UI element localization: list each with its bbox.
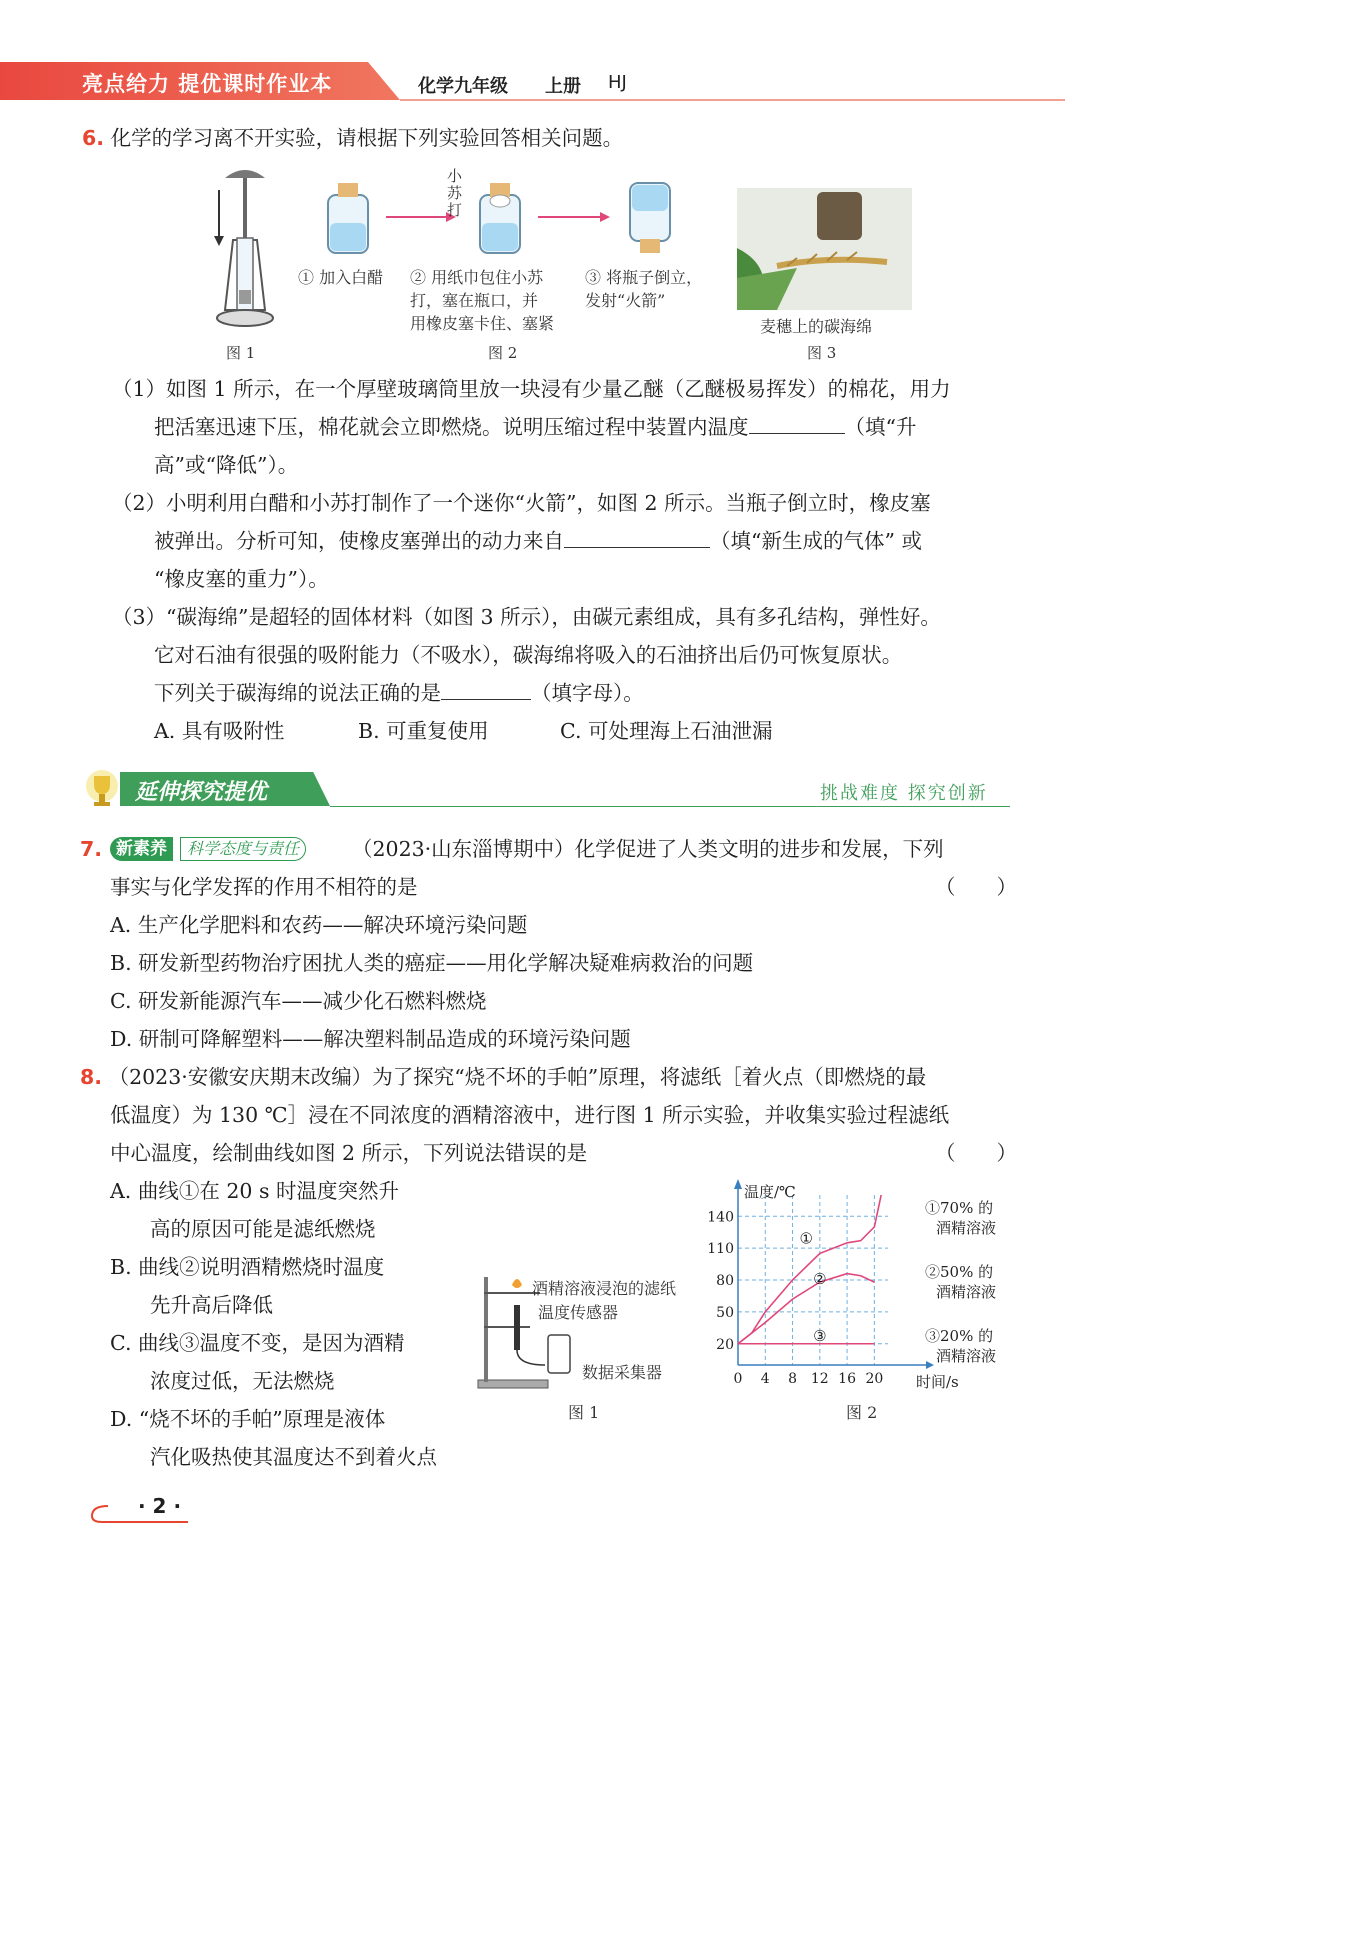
q8-option-c-line2: 浓度过低，无法燃烧 <box>150 1369 335 1393</box>
q6-part2-text: 被弹出。分析可知，使橡皮塞弹出的动力来自 <box>154 529 564 553</box>
q6-part2-line1: （2）小明利用白醋和小苏打制作了一个迷你“火箭”，如图 2 所示。当瓶子倒立时，橡皮塞 <box>112 491 931 515</box>
section-subtitle: 挑战难度 探究创新 <box>820 783 988 804</box>
q8-option-b-line1: B. 曲线②说明酒精燃烧时温度 <box>110 1255 385 1279</box>
q6-fig2-caption: 图 2 <box>488 344 518 362</box>
q7-number <box>80 835 102 863</box>
q6-part2-hint: （填“新生成的气体” 或 <box>710 529 922 553</box>
q6-part2-line2 <box>154 527 922 555</box>
q6-fig2-step2-line2: 打，塞在瓶口，并 <box>410 291 539 310</box>
q6-part3-text: 下列关于碳海绵的说法正确的是 <box>154 681 441 705</box>
q6-fig2-baking-soda-label: 小苏打 <box>447 167 463 219</box>
legend-entry-1-line1: ①70% 的 <box>925 1199 994 1217</box>
series-label-1: ① <box>799 1229 813 1248</box>
q6-fig3-label: 麦穗上的碳海绵 <box>760 317 873 336</box>
q6-part3-blank[interactable] <box>441 679 531 700</box>
q8-fig2-temperature-chart <box>700 1175 1010 1390</box>
y-axis-label: 温度/℃ <box>744 1183 796 1201</box>
q6-part1-line2 <box>154 413 916 441</box>
q8-stem-line1-text: （2023·安徽安庆期末改编）为了探究“烧不坏的手帕”原理，将滤纸［着火点（即燃烧的最 <box>108 1065 927 1089</box>
q8-option-a-line1: A. 曲线①在 20 s 时温度突然升 <box>110 1179 399 1203</box>
q6-fig3-caption: 图 3 <box>807 344 837 362</box>
q6-stem <box>82 124 623 152</box>
q6-option-c: C. 可处理海上石油泄漏 <box>560 719 773 743</box>
section-title: 延伸探究提优 <box>135 780 268 805</box>
q8-stem-line2: 低温度）为 130 ℃］浸在不同浓度的酒精溶液中，进行图 1 所示实验，并收集实验过程滤纸 <box>110 1103 950 1127</box>
series-line-2 <box>738 1274 874 1344</box>
subject-label: 化学九年级 <box>418 76 508 97</box>
q7-badge-new-literacy: 新素养 <box>110 837 173 861</box>
q8-option-d-line2: 汽化吸热使其温度达不到着火点 <box>150 1445 437 1469</box>
q6-part2-line3: “橡皮塞的重力”）。 <box>154 567 329 591</box>
book-title: 亮点给力 提优课时作业本 <box>82 72 333 96</box>
q8-answer-paren[interactable]: （ ） <box>935 1141 1017 1165</box>
x-tick-label: 20 <box>865 1371 884 1387</box>
x-tick-label: 4 <box>760 1371 770 1387</box>
legend-entry-1-line2: 酒精溶液 <box>936 1219 997 1237</box>
q8-stem-line3: 中心温度，绘制曲线如图 2 所示，下列说法错误的是 <box>110 1141 588 1165</box>
volume-label: 上册 <box>545 76 581 97</box>
series-label-3: ③ <box>813 1326 827 1345</box>
q8-fig1-label-sensor: 温度传感器 <box>538 1303 619 1322</box>
q8-fig2-caption: 图 2 <box>846 1403 878 1422</box>
q6-part3-line3 <box>154 679 644 707</box>
q6-fig3-carbon-sponge-photo <box>737 188 912 310</box>
q6-fig2-step2-line3: 用橡皮塞卡住、塞紧 <box>410 314 555 333</box>
q6-part3-hint: （填字母）。 <box>531 681 644 705</box>
q7-option-c: C. 研发新能源汽车——减少化石燃料燃烧 <box>110 989 487 1013</box>
q8-fig1-caption: 图 1 <box>568 1403 600 1422</box>
header-rule <box>400 99 1065 101</box>
q7-option-d: D. 研制可降解塑料——解决塑料制品造成的环境污染问题 <box>110 1027 631 1051</box>
x-tick-label: 12 <box>810 1371 829 1387</box>
x-axis-label: 时间/s <box>916 1373 959 1390</box>
x-tick-label: 16 <box>838 1371 857 1387</box>
q7-stem-line1: （2023·山东淄博期中）化学促进了人类文明的进步和发展，下列 <box>352 837 944 861</box>
y-axis-arrow <box>734 1179 742 1189</box>
y-tick-label: 110 <box>707 1241 734 1258</box>
q8-fig1-label-collector: 数据采集器 <box>582 1363 663 1382</box>
legend-entry-2-line2: 酒精溶液 <box>936 1283 997 1301</box>
q6-part3-line1: （3）“碳海绵”是超轻的固体材料（如图 3 所示），由碳元素组成，具有多孔结构，弹性好。 <box>112 605 941 629</box>
q8-option-c-line1: C. 曲线③温度不变，是因为酒精 <box>110 1331 405 1355</box>
q6-part1-line1: （1）如图 1 所示，在一个厚壁玻璃筒里放一块浸有少量乙醚（乙醚极易挥发）的棉花，用力 <box>112 377 951 401</box>
page-number: · 2 · <box>138 1494 182 1518</box>
q6-fig2-step2-line1: ② 用纸巾包住小苏 <box>410 268 544 287</box>
edition-label: HJ <box>608 72 627 93</box>
q6-fig2-step1: ① 加入白醋 <box>298 268 384 287</box>
q7-answer-paren[interactable]: （ ） <box>935 875 1017 899</box>
q6-part3-line2: 它对石油有很强的吸附能力（不吸水），碳海绵将吸入的石油挤出后仍可恢复原状。 <box>154 643 903 667</box>
q8-number: 8. <box>80 1065 103 1089</box>
x-tick-label: 8 <box>788 1371 798 1387</box>
x-axis-arrow <box>926 1361 934 1369</box>
series-line-1 <box>738 1195 881 1344</box>
q7-option-b: B. 研发新型药物治疗困扰人类的癌症——用化学解决疑难病救治的问题 <box>110 951 754 975</box>
q7-badge-attitude: 科学态度与责任 <box>180 837 306 861</box>
q6-fig2-rocket-bottles <box>318 175 678 265</box>
y-tick-label: 20 <box>716 1336 734 1353</box>
q6-option-a: A. 具有吸附性 <box>154 719 285 743</box>
q7-number-text: 7. <box>80 837 103 861</box>
q8-option-d-line1: D. “烧不坏的手帕”原理是液体 <box>110 1407 386 1431</box>
x-tick-label: 0 <box>733 1371 743 1387</box>
legend-entry-3-line1: ③20% 的 <box>925 1327 994 1345</box>
q6-part1-line3: 高”或“降低”）。 <box>154 453 299 477</box>
y-tick-label: 50 <box>716 1304 734 1321</box>
legend-entry-3-line2: 酒精溶液 <box>936 1347 997 1365</box>
q6-fig1-compression-tube <box>205 160 285 335</box>
q6-fig1-caption: 图 1 <box>226 344 256 362</box>
y-tick-label: 80 <box>716 1273 734 1289</box>
q8-stem-line1 <box>80 1063 926 1091</box>
q6-part1-blank[interactable] <box>749 413 845 434</box>
q6-part1-text: 把活塞迅速下压，棉花就会立即燃烧。说明压缩过程中装置内温度 <box>154 415 749 439</box>
q6-option-b: B. 可重复使用 <box>358 719 489 743</box>
series-label-2: ② <box>813 1270 827 1288</box>
q7-option-a: A. 生产化学肥料和农药——解决环境污染问题 <box>110 913 528 937</box>
q6-part2-blank[interactable] <box>564 527 710 548</box>
q7-stem-line2: 事实与化学发挥的作用不相符的是 <box>110 875 418 899</box>
q6-part1-hint: （填“升 <box>844 415 917 439</box>
q6-fig2-step3-line2: 发射“火箭” <box>585 291 666 310</box>
q8-option-a-line2: 高的原因可能是滤纸燃烧 <box>150 1217 376 1241</box>
legend-entry-2-line1: ②50% 的 <box>925 1263 994 1281</box>
q8-fig1-label-paper: 酒精溶液浸泡的滤纸 <box>532 1279 677 1298</box>
q6-stem-text: 化学的学习离不开实验，请根据下列实验回答相关问题。 <box>110 126 624 150</box>
q8-option-b-line2: 先升高后降低 <box>150 1293 273 1317</box>
q6-fig2-step3-line1: ③ 将瓶子倒立， <box>585 268 703 287</box>
section-rule <box>330 806 1010 807</box>
q6-number: 6. <box>82 126 105 150</box>
y-tick-label: 140 <box>707 1209 734 1226</box>
trophy-icon <box>82 768 122 810</box>
